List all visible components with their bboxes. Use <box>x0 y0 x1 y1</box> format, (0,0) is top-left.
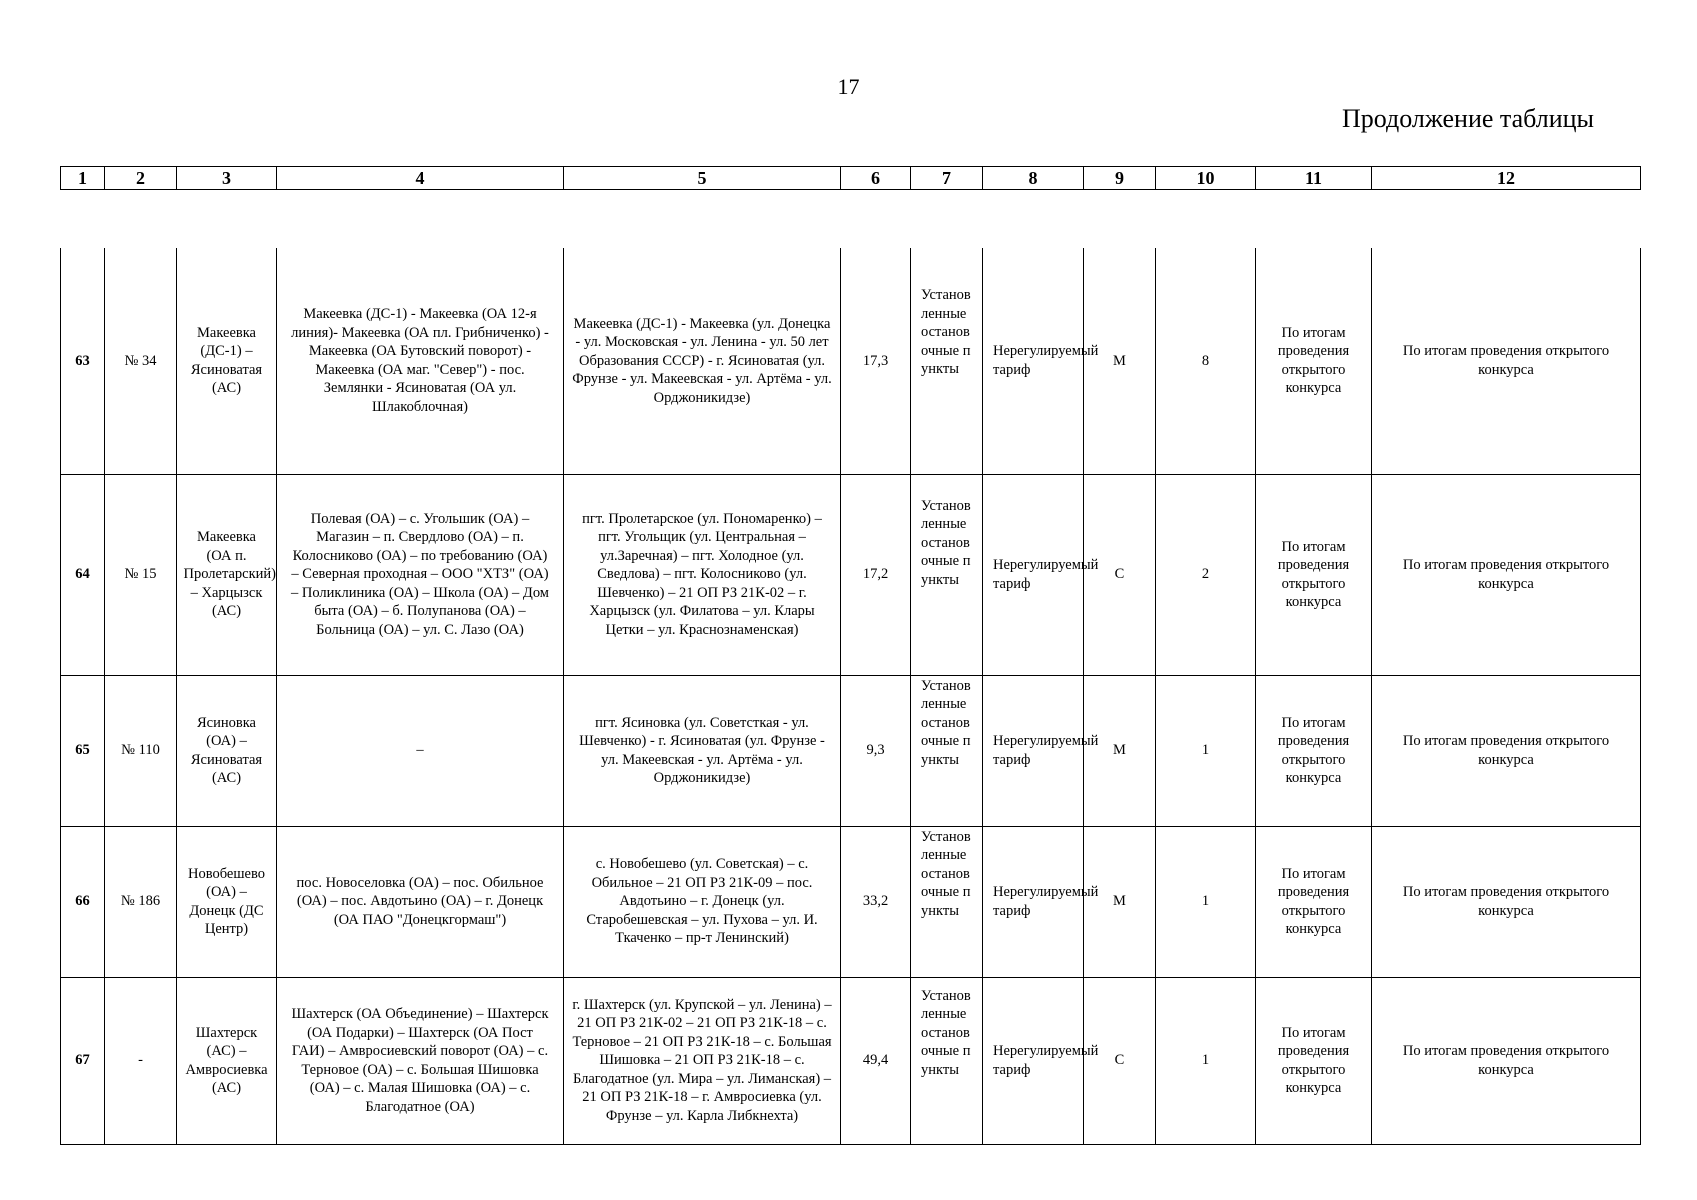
stop-order <box>911 675 983 826</box>
route-name-text: Макеевка (ОА п. Пролетарский) – Харцызск (АС) <box>183 529 276 620</box>
intermediate-stops <box>277 977 564 1144</box>
column-12-text: По итогам проведения открытого конкурса <box>1402 343 1610 378</box>
route-length: 9,3 <box>841 675 911 826</box>
column-12-value <box>1372 248 1641 474</box>
intermediate-stops-text: Полевая (ОА) – с. Угольшик (ОА) – Магазин – п. Свердлово (ОА) – п. Колосниково (ОА) – по требованию (ОА) – Северная проходная – ООО "ХТЗ" (ОА) – Поликлиника (ОА) – Школа (ОА) – Дом быта (ОА) – б. Полупанова (ОА) – Больница (ОА) – ул. С. Лазо (ОА) <box>291 510 549 638</box>
column-12-value <box>1372 675 1641 826</box>
route-number: № 110 <box>105 675 177 826</box>
stop-order-text: Установленные остановочные пункты <box>921 287 971 377</box>
vehicle-count: 1 <box>1156 675 1256 826</box>
tariff-type <box>983 248 1099 474</box>
route-name <box>177 248 277 474</box>
tariff-type-text: Нерегулируемый тариф <box>993 557 1099 592</box>
column-header: 8 <box>983 167 1084 190</box>
column-12-text: По итогам проведения открытого конкурса <box>1402 557 1610 592</box>
stop-order-text: Установленные остановочные пункты <box>921 497 971 588</box>
column-11-text: По итогам проведения открытого конкурса <box>1277 1024 1350 1096</box>
column-header: 5 <box>564 167 841 190</box>
vehicle-class: М <box>1084 248 1156 474</box>
row-number: 67 <box>61 977 105 1144</box>
column-12-text: По итогам проведения открытого конкурса <box>1402 1043 1610 1078</box>
intermediate-stops <box>277 675 564 826</box>
column-number-header <box>60 166 1641 190</box>
intermediate-stops <box>277 248 564 474</box>
route-name <box>177 826 277 977</box>
row-number: 64 <box>61 474 105 675</box>
route-name-text: Новобешево (ОА) – Донецк (ДС Центр) <box>188 865 265 937</box>
column-header: 2 <box>105 167 177 190</box>
column-11-text: По итогам проведения открытого конкурса <box>1277 865 1350 937</box>
column-12-text: По итогам проведения открытого конкурса <box>1402 884 1610 919</box>
table-row <box>61 977 1641 1144</box>
route-length: 17,2 <box>841 474 911 675</box>
vehicle-class: С <box>1084 977 1156 1144</box>
route-name <box>177 474 277 675</box>
column-11-value <box>1256 826 1372 977</box>
route-length: 17,3 <box>841 248 911 474</box>
stop-order <box>911 826 983 977</box>
route-name-text: Ясиновка (ОА) – Ясиноватая (АС) <box>190 714 263 786</box>
vehicle-count: 1 <box>1156 826 1256 977</box>
vehicle-class: С <box>1084 474 1156 675</box>
intermediate-stops <box>277 474 564 675</box>
table-row <box>61 248 1641 474</box>
route-streets-text: г. Шахтерск (ул. Крупской – ул. Ленина) – 21 ОП РЗ 21К-02 – 21 ОП РЗ 21К-18 – с. Терновое – 21 ОП РЗ 21К-18 – с. Большая Шишовка – 21 ОП РЗ 21К-18 – с. Благодатное (ул. Мира – ул. Лиманская) – 21 ОП РЗ 21К-18 – г. Амвросиевка (ул. Фрунзе – ул. Карла Либкнехта) <box>572 996 832 1124</box>
column-header: 10 <box>1156 167 1256 190</box>
vehicle-class: М <box>1084 675 1156 826</box>
route-name <box>177 977 277 1144</box>
route-name <box>177 675 277 826</box>
column-header: 12 <box>1372 167 1641 190</box>
tariff-type <box>983 977 1099 1144</box>
route-length: 33,2 <box>841 826 911 977</box>
column-header: 7 <box>911 167 983 190</box>
column-11-value <box>1256 474 1372 675</box>
route-length: 49,4 <box>841 977 911 1144</box>
intermediate-stops <box>277 826 564 977</box>
column-11-value <box>1256 977 1372 1144</box>
column-12-value <box>1372 977 1641 1144</box>
stop-order <box>911 248 983 474</box>
column-12-value <box>1372 826 1641 977</box>
vehicle-count: 8 <box>1156 248 1256 474</box>
column-11-value <box>1256 675 1372 826</box>
column-11-text: По итогам проведения открытого конкурса <box>1277 538 1350 610</box>
vehicle-count: 1 <box>1156 977 1256 1144</box>
route-streets <box>564 977 841 1144</box>
column-12-text: По итогам проведения открытого конкурса <box>1402 733 1610 768</box>
tariff-type <box>983 675 1099 826</box>
vehicle-class: М <box>1084 826 1156 977</box>
route-streets <box>564 248 841 474</box>
header-row <box>61 167 1641 190</box>
route-streets <box>564 474 841 675</box>
vehicle-count: 2 <box>1156 474 1256 675</box>
route-streets <box>564 675 841 826</box>
route-number: № 15 <box>105 474 177 675</box>
route-number: № 34 <box>105 248 177 474</box>
column-header: 3 <box>177 167 277 190</box>
row-number: 63 <box>61 248 105 474</box>
table-row <box>61 474 1641 675</box>
column-11-text: По итогам проведения открытого конкурса <box>1277 324 1350 397</box>
tariff-type-text: Нерегулируемый тариф <box>993 1043 1099 1078</box>
column-12-value <box>1372 474 1641 675</box>
stop-order <box>911 474 983 675</box>
tariff-type-text: Нерегулируемый тариф <box>993 884 1099 919</box>
route-number: - <box>105 977 177 1144</box>
intermediate-stops-text: Шахтерск (ОА Объединение) – Шахтерск (ОА Подарки) – Шахтерск (ОА Пост ГАИ) – Амвросиевский поворот (ОА) – с. Терновое (ОА) – с. Большая Шишовка (ОА) – с. Малая Шишовка (ОА) – с. Благодатное (ОА) <box>291 1006 549 1115</box>
tariff-type-text: Нерегулируемый тариф <box>993 733 1099 768</box>
stop-order-text: Установленные остановочные пункты <box>921 828 971 919</box>
tariff-type <box>983 826 1099 977</box>
stop-order <box>911 977 983 1144</box>
route-name-text: Макеевка (ДС-1) – Ясиноватая (АС) <box>190 324 263 397</box>
column-header: 11 <box>1256 167 1372 190</box>
route-streets-text: пгт. Пролетарское (ул. Пономаренко) – пгт. Угольщик (ул. Центральная – ул.Заречная) – пгт. Холодное (ул. Сведлова) – пгт. Колосниково (ул. Шевченко) – 21 ОП РЗ 21К-02 – г. Харцызск (ул. Филатова – ул. Клары Цетки – ул. Краснознаменская) <box>582 510 822 638</box>
route-number: № 186 <box>105 826 177 977</box>
row-number: 65 <box>61 675 105 826</box>
column-header: 1 <box>61 167 105 190</box>
column-header: 9 <box>1084 167 1156 190</box>
table-row <box>61 675 1641 826</box>
route-streets-text: Макеевка (ДС-1) - Макеевка (ул. Донецка - ул. Московская - ул. Ленина - ул. 50 лет Образования СССР) - г. Ясиноватая (ул. Фрунзе - ул. Макеевская - ул. Артёма - ул. Орджоникидзе) <box>572 315 832 406</box>
column-header: 6 <box>841 167 911 190</box>
tariff-type-text: Нерегулируемый тариф <box>993 343 1099 378</box>
table-row <box>61 826 1641 977</box>
intermediate-stops-text: Макеевка (ДС-1) - Макеевка (ОА 12-я линия)- Макеевка (ОА пл. Грибниченко) - Макеевка (ОА Бутовский поворот) - Макеевка (ОА маг. "Север") - пос. Землянки - Ясиноватая (ОА ул. Шлакоблочная) <box>291 306 549 415</box>
column-11-value <box>1256 248 1372 474</box>
route-streets <box>564 826 841 977</box>
routes-table <box>60 248 1641 1145</box>
continuation-label: Продолжение таблицы <box>1342 104 1594 133</box>
route-streets-text: с. Новобешево (ул. Советская) – с. Обильное – 21 ОП РЗ 21К-09 – пос. Авдотьино – г. Донецк (ул. Старобешевская – ул. Пухова – ул. И. Ткаченко – пр-т Ленинский) <box>586 856 818 947</box>
row-number: 66 <box>61 826 105 977</box>
intermediate-stops-text: пос. Новоселовка (ОА) – пос. Обильное (ОА) – пос. Авдотьино (ОА) – г. Донецк (ОА ПАО "Донецкгормаш") <box>296 874 544 928</box>
tariff-type <box>983 474 1099 675</box>
route-streets-text: пгт. Ясиновка (ул. Советсткая - ул. Шевченко) - г. Ясиноватая (ул. Фрунзе - ул. Макеевская - ул. Артёма - ул. Орджоникидзе) <box>579 714 825 786</box>
page-number: 17 <box>837 74 860 99</box>
route-name-text: Шахтерск (АС) – Амвросиевка (АС) <box>185 1024 268 1096</box>
intermediate-stops-text: – <box>416 742 424 759</box>
stop-order-text: Установленные остановочные пункты <box>921 987 971 1078</box>
column-header: 4 <box>277 167 564 190</box>
stop-order-text: Установленные остановочные пункты <box>921 677 971 768</box>
column-11-text: По итогам проведения открытого конкурса <box>1277 714 1350 786</box>
